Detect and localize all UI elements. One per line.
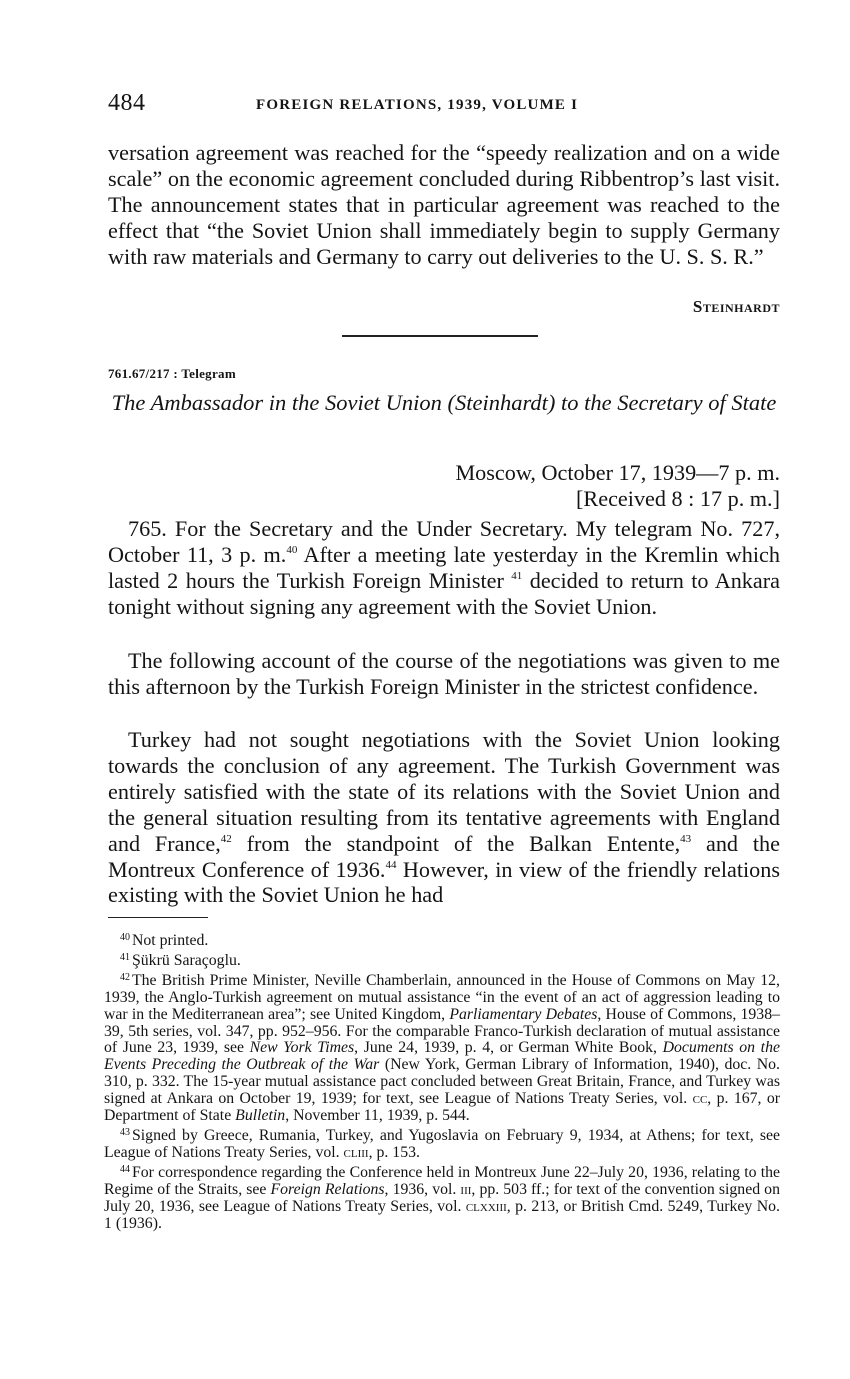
document-title: The Ambassador in the Soviet Union (Steinhardt) to the Secretary of State <box>111 390 777 415</box>
footnote: $^{40}$ Not printed. <box>120 932 209 949</box>
received-time: [Received 8 : 17 p. m.] <box>576 486 780 511</box>
small-caps-text: cc <box>692 1090 708 1108</box>
footnote-reference: 44 <box>385 858 397 871</box>
footnote-number: 43 <box>120 1126 130 1138</box>
footnote-reference: 41 <box>511 569 523 582</box>
small-caps-text: ııı <box>460 1180 472 1198</box>
footnote-number: 42 <box>120 971 130 983</box>
footnote-reference: 40 <box>286 543 298 556</box>
italic-text: New York Times <box>249 1039 355 1057</box>
footnote-reference: 43 <box>680 832 692 845</box>
body-paragraph: 765. For the Secretary and the Under Secretary. My telegram No. 727, October 11, 3 p. m.$^{40}$ After a meeting late yesterday in the Kremlin which lasted 2 hours the Turkish Foreign Minister $^{41}$ decided to return to Ankara tonight without signing any agreement with the Soviet Union. <box>108 516 780 619</box>
signature: Steinhardt <box>692 297 780 316</box>
page-header <box>108 90 780 120</box>
file-number: 761.67/217 : Telegram <box>108 366 236 381</box>
footnote: $^{44}$ For correspondence regarding the Conference held in Montreux June 22–July 20, 1936, relating to the Regime of the Straits, see Foreign Relations, 1936, vol. ııı, pp. 503 ff.; for text of the convention signed on July 20, 1936, see League of Nations Treaty Series, vol. clxxııı, p. 213, or British Cmd. 5249, Turkey No. 1 (1936). <box>104 1163 780 1232</box>
italic-text: Documents on the Events Preceding the Outbreak of the War <box>104 1039 780 1074</box>
small-caps-text: clııı <box>343 1143 369 1161</box>
footnote-rule <box>108 917 208 918</box>
body-paragraph: Turkey had not sought negotiations with the Soviet Union looking towards the conclusion of any agreement. The Turkish Government was entirely satisfied with the state of its relations with the Soviet Union and the general situation resulting from its tentative agreements with England and France,$^{42}$ from the standpoint of the Balkan Entente,$^{43}$ and the Montreux Conference of 1936.44 However, in view of the friendly relations existing with the Soviet Union he had <box>108 727 780 908</box>
footnote-reference: 42 <box>220 832 232 845</box>
page-number: 484 <box>108 90 146 116</box>
footnote: $^{43}$ Signed by Greece, Rumania, Turkey, and Yugoslavia on February 9, 1934, at Athens; for text, see League of Nations Treaty Series, vol. clııı, p. 153. <box>104 1126 780 1161</box>
footnote: $^{41}$ Şükrü Saraçoglu. <box>120 951 241 969</box>
section-divider <box>342 335 538 337</box>
italic-text: Parliamentary Debates <box>449 1005 598 1023</box>
footnote-number: 40 <box>120 932 130 943</box>
footnote: $^{42}$ The British Prime Minister, Neville Chamberlain, announced in the House of Commons on May 12, 1939, the Anglo-Turkish agreement on mutual assistance “in the event of an act of aggression leading to war in the Mediterranean area”; see United Kingdom, Parliamentary Debates, House of Commons, 1938–39, 5th series, vol. 347, pp. 952–956. For the comparable Franco-Turkish declaration of mutual assistance of June 23, 1939, see New York Times, June 24, 1939, p. 4, or German White Book, Documents on the Events Preceding the Outbreak of the War (New York, German Library of Information, 1940), doc. No. 310, p. 332. The 15-year mutual assistance pact concluded between Great Britain, France, and Turkey was signed at Ankara on October 19, 1939; for text, see League of Nations Treaty Series, vol. cc, p. 167, or Department of State Bulletin, November 11, 1939, p. 544. <box>104 971 780 1125</box>
running-head: FOREIGN RELATIONS, 1939, VOLUME I <box>256 97 579 113</box>
footnote-number: 44 <box>120 1163 130 1175</box>
italic-text: Foreign Relations <box>270 1180 385 1198</box>
footnote-number: 41 <box>120 951 130 963</box>
continued-paragraph: versation agreement was reached for the “speedy realization and on a wide scale” on the economic agreement concluded during Ribbentrop’s last visit. The announcement states that in particular agreement was reached to the effect that “the Soviet Union shall immediately begin to supply Germany with raw materials and Germany to carry out deliveries to the U. S. S. R.” <box>108 140 780 269</box>
footnotes <box>104 930 780 1232</box>
italic-text: Bulletin <box>235 1107 286 1125</box>
body-paragraph: The following account of the course of the negotiations was given to me this afternoon by the Turkish Foreign Minister in the strictest confidence. <box>108 648 780 699</box>
dateline: Moscow, October 17, 1939—7 p. m. <box>455 460 780 485</box>
small-caps-text: clxxııı <box>465 1197 507 1215</box>
